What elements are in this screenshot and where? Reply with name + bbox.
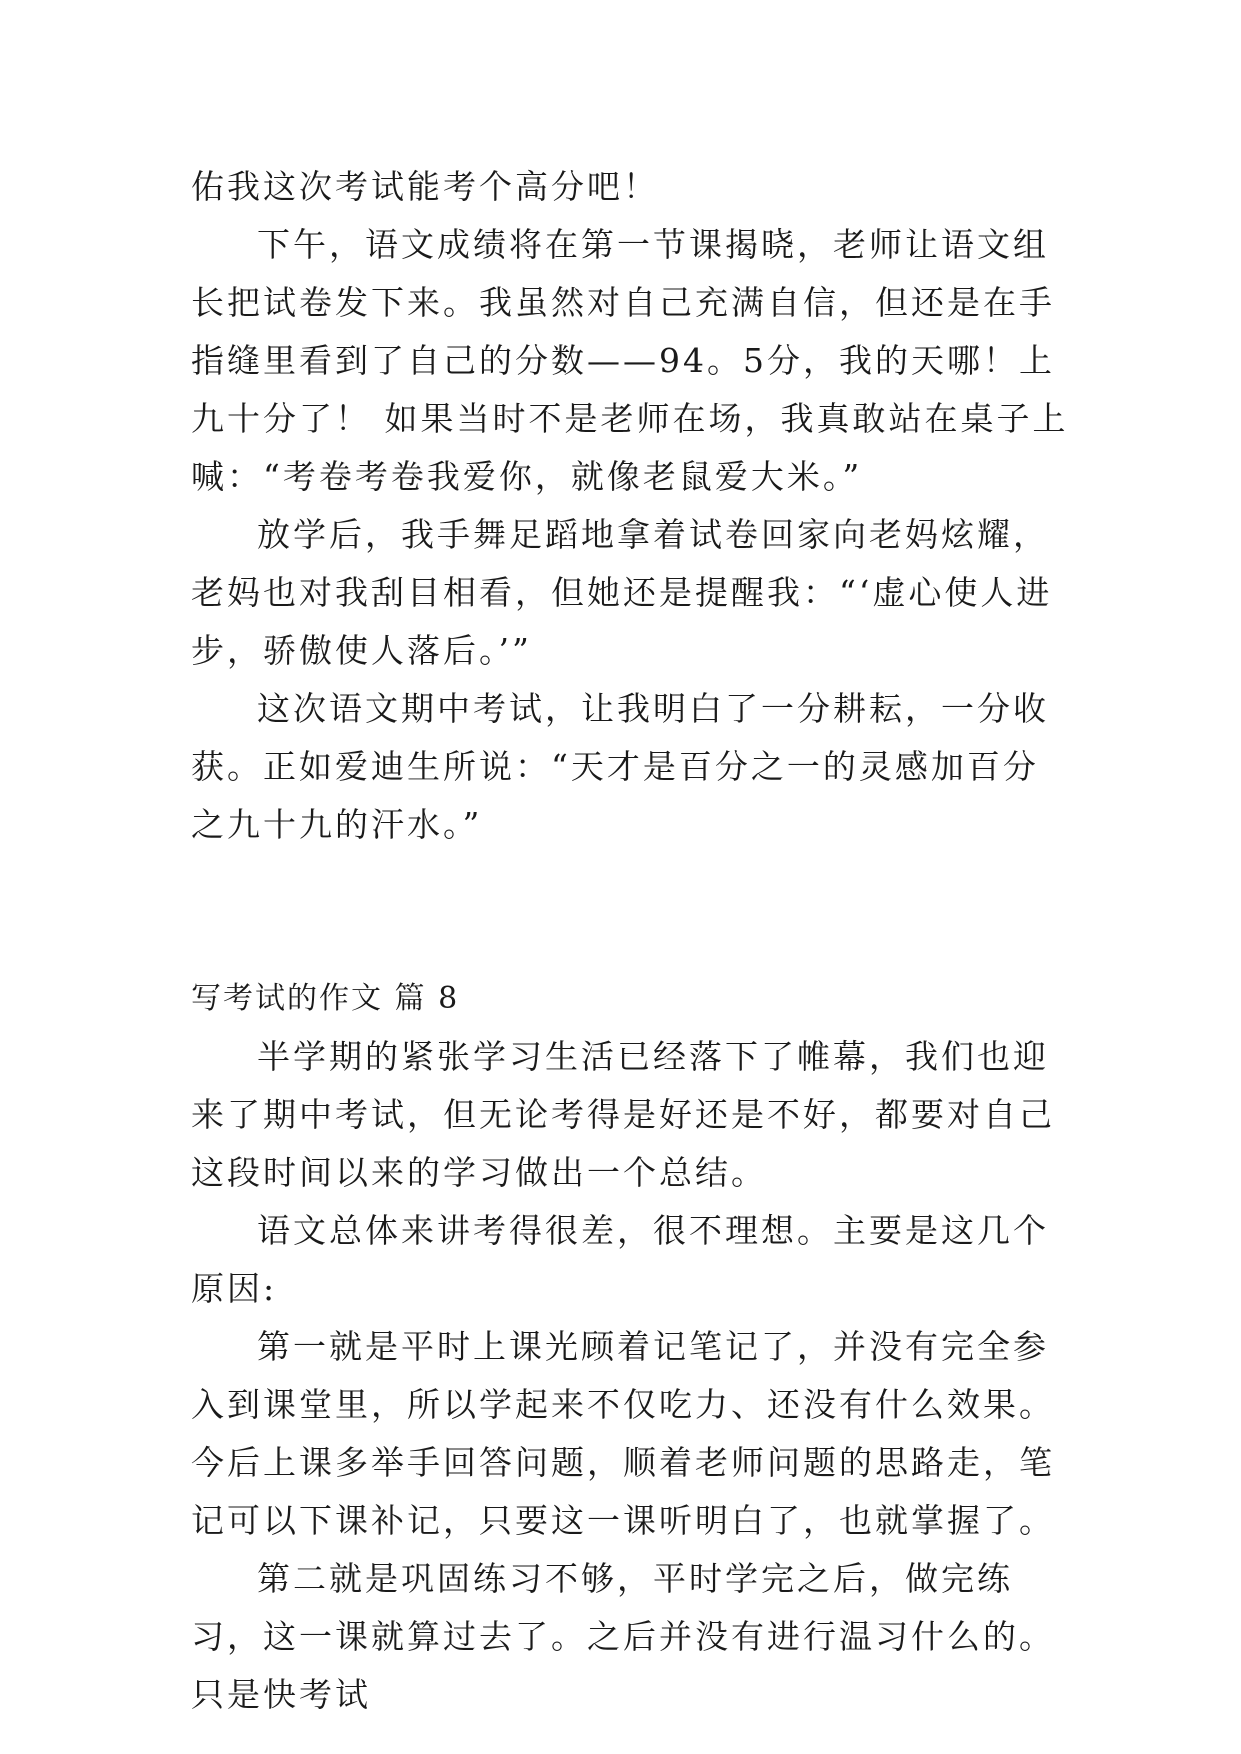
paragraph-chinese-summary: 语文总体来讲考得很差，很不理想。主要是这几个原因: — [191, 1211, 1049, 1308]
document-body — [191, 158, 1071, 1724]
paragraph-continuation: 佑我这次考试能考个高分吧！ — [191, 167, 659, 206]
paragraph-reason-one: 第一就是平时上课光顾着记笔记了，并没有完全参入到课堂里，所以学起来不仅吃力、还没有什么效果。今后上课多举手回答问题，顺着老师问题的思路走，笔记可以下课补记，只要这一课听明白了，也就掌握了。 — [191, 1327, 1055, 1540]
paragraph-conclusion: 这次语文期中考试，让我明白了一分耕耘，一分收获。正如爱迪生所说：“天才是百分之一的灵感加百分之九十九的汗水。” — [191, 689, 1049, 844]
paragraph-after-school: 放学后，我手舞足蹈地拿着试卷回家向老妈炫耀，老妈也对我刮目相看，但她还是提醒我：“‘虚心使人进步，骄傲使人落后。’” — [191, 515, 1053, 670]
paragraph-reason-two: 第二就是巩固练习不够，平时学完之后，做完练习，这一课就算过去了。之后并没有进行温习什么的。只是快考试 — [191, 1559, 1055, 1714]
paragraph-intro: 半学期的紧张学习生活已经落下了帷幕，我们也迎来了期中考试，但无论考得是好还是不好，都要对自己这段时间以来的学习做出一个总结。 — [191, 1037, 1055, 1192]
paragraph-grade-reveal: 下午，语文成绩将在第一节课揭晓，老师让语文组长把试卷发下来。我虽然对自己充满自信，但还是在手指缝里看到了自己的分数——94。5分，我的天哪！上九十分了！ 如果当时不是老师在场，我真敢站在桌子上喊：“考卷考卷我爱你，就像老鼠爱大米。” — [191, 225, 1069, 496]
section-gap — [191, 854, 1071, 970]
section-heading: 写考试的作文 篇 8 — [191, 981, 460, 1016]
